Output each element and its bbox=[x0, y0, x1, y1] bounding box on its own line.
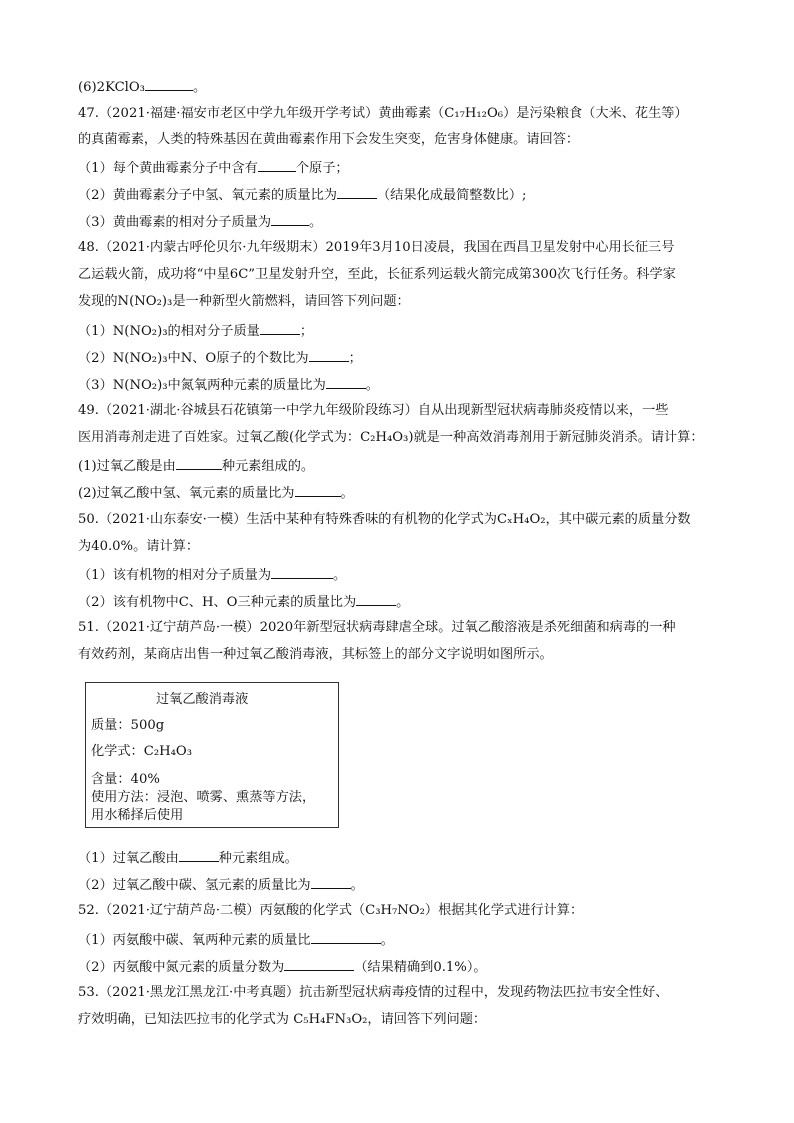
text-line: （1）每个黄曲霉素分子中含有 个原子； bbox=[78, 158, 349, 178]
text-line: （3）N(NO₂)₃中氮氧两种元素的质量比为 。 bbox=[78, 375, 379, 395]
text-line: 乙运载火箭，成功将“中星6C”卫星发射升空，至此，长征系列运载火箭完成第300次飞行任务。科学家 bbox=[78, 267, 676, 282]
text-line: （3）黄曲霉素的相对分子质量为 。 bbox=[78, 212, 322, 232]
text-line: （1）过氧乙酸由 种元素组成。 bbox=[78, 848, 298, 868]
text-line: (2)过氧乙酸中氢、氧元素的质量比为 。 bbox=[78, 483, 354, 503]
question-49-header: 49.（2021·湖北·谷城县石花镇第一中学九年级阶段练习）自从出现新型冠状病毒肺炎疫情以来，一些 bbox=[78, 403, 669, 418]
question-52-header: 52.（2021·辽宁葫芦岛·二模）丙氨酸的化学式（C₃H₇NO₂）根据其化学式进行计算： bbox=[78, 903, 584, 918]
question-47-header: 47.（2021·福建·福安市老区中学九年级开学考试）黄曲霉素（C₁₇H₁₂O₆）是污染粮食（大米、花生等） bbox=[78, 106, 688, 121]
text-line: (6)2KClO₃ 。 bbox=[78, 77, 206, 97]
text-line: (1)过氧乙酸是由 种元素组成的。 bbox=[78, 456, 314, 476]
answer-blank bbox=[356, 592, 396, 606]
text-line: （2）黄曲霉素分子中氢、氧元素的质量比为 （结果化成最简整数比）; bbox=[78, 185, 526, 205]
label-formula: 化学式：C₂H₄O₃ bbox=[91, 744, 193, 759]
answer-blank bbox=[258, 158, 296, 172]
question-51-header: 51.（2021·辽宁葫芦岛·一模）2020年新型冠状病毒肆虐全球。过氧乙酸溶液是杀死细菌和病毒的一种 bbox=[78, 620, 676, 635]
disinfectant-label-box bbox=[85, 682, 339, 828]
text-line: 的真菌霉素，人类的特殊基因在黄曲霉素作用下会发生突变，危害身体健康。请回答： bbox=[78, 132, 580, 147]
answer-blank bbox=[271, 565, 333, 579]
label-usage-line-1: 使用方法：浸泡、喷雾、熏蒸等方法， bbox=[91, 790, 316, 805]
label-usage-line-2: 用水稀择后使用 bbox=[91, 808, 184, 823]
text-line: 疗效明确，已知法匹拉韦的化学式为 C₅H₄FN₃O₂，请回答下列问题： bbox=[78, 1012, 487, 1027]
answer-blank bbox=[311, 930, 381, 944]
text-line: 发现的N(NO₂)₃是一种新型火箭燃料，请回答下列问题： bbox=[78, 294, 410, 309]
text-line: 有效药剂，某商店出售一种过氧乙酸消毒液，其标签上的部分文字说明如图所示。 bbox=[78, 647, 553, 662]
answer-blank bbox=[145, 77, 193, 91]
answer-blank bbox=[260, 321, 300, 335]
answer-blank bbox=[271, 212, 309, 226]
text-line: （2）过氧乙酸中碳、氢元素的质量比为 。 bbox=[78, 875, 364, 895]
question-50-header: 50.（2021·山东泰安·一模）生活中某种有特殊香味的有机物的化学式为CₓH₄O₂，其中碳元素的质量分数 bbox=[78, 512, 691, 527]
answer-blank bbox=[176, 456, 222, 470]
text-line: 医用消毒剂走进了百姓家。过氧乙酸(化学式为：C₂H₄O₃)就是一种高效消毒剂用于新冠肺炎消杀。请计算： bbox=[78, 430, 704, 445]
text-line: （2）丙氨酸中氮元素的质量分数为 （结果精确到0.1%）。 bbox=[78, 957, 487, 977]
label-mass: 质量：500g bbox=[91, 718, 165, 733]
text-line: （2）该有机物中C、H、O三种元素的质量比为 。 bbox=[78, 592, 409, 612]
answer-blank bbox=[295, 483, 341, 497]
text-line: （1）N(NO₂)₃的相对分子质量 ； bbox=[78, 321, 313, 341]
text-line: （1）该有机物的相对分子质量为 。 bbox=[78, 565, 346, 585]
question-48-header: 48.（2021·内蒙古呼伦贝尔·九年级期末）2019年3月10日凌晨，我国在西昌卫星发射中心用长征三号 bbox=[78, 240, 675, 255]
answer-blank bbox=[309, 348, 349, 362]
label-title: 过氧乙酸消毒液 bbox=[156, 692, 249, 707]
answer-blank bbox=[337, 185, 377, 199]
text-line: （1）丙氨酸中碳、氧两种元素的质量比 。 bbox=[78, 930, 394, 950]
answer-blank bbox=[311, 875, 351, 889]
text-line: （2）N(NO₂)₃中N、O原子的个数比为 ； bbox=[78, 348, 362, 368]
answer-blank bbox=[326, 375, 366, 389]
question-53-header: 53.（2021·黑龙江黑龙江·中考真题）抗击新型冠状病毒疫情的过程中，发现药物法匹拉韦安全性好、 bbox=[78, 985, 669, 1000]
label-content: 含量：40% bbox=[91, 772, 160, 787]
answer-blank bbox=[284, 957, 354, 971]
text-line: 为40.0%。请计算： bbox=[78, 539, 200, 554]
answer-blank bbox=[179, 848, 219, 862]
